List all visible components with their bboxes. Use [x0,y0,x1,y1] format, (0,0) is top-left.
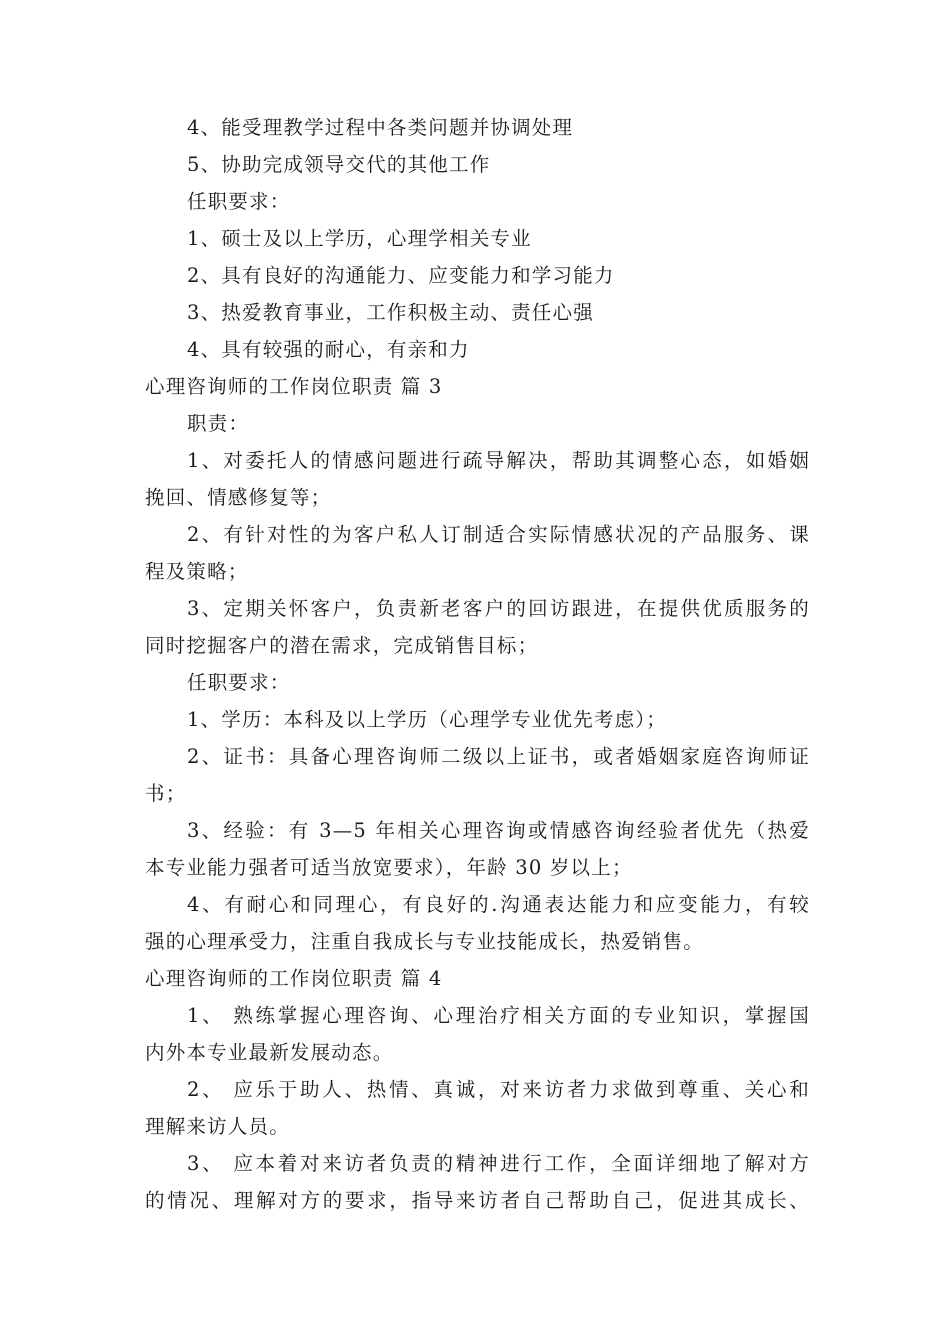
text-line: 的情况、理解对方的要求，指导来访者自己帮助自己，促进其成长、 [145,1189,810,1212]
text-line: 1、对委托人的情感问题进行疏导解决，帮助其调整心态，如婚姻 [187,449,810,472]
text-line: 3、 应本着对来访者负责的精神进行工作，全面详细地了解对方 [187,1152,810,1175]
text-line: 2、有针对性的为客户私人订制适合实际情感状况的产品服务、课 [187,523,810,546]
text-line: 3、经验：有 3—5 年相关心理咨询或情感咨询经验者优先（热爱 [187,819,810,842]
text-line: 本专业能力强者可适当放宽要求），年龄 30 岁以上； [145,856,633,879]
text-line: 2、 应乐于助人、热情、真诚，对来访者力求做到尊重、关心和 [187,1078,810,1101]
text-line: 1、 熟练掌握心理咨询、心理治疗相关方面的专业知识，掌握国 [187,1004,810,1027]
text-line: 3、定期关怀客户，负责新老客户的回访跟进，在提供优质服务的 [187,597,810,620]
text-line: 同时挖掘客户的潜在需求，完成销售目标； [145,634,539,657]
text-line: 4、具有较强的耐心，有亲和力 [187,338,470,361]
text-line: 程及策略； [145,560,249,583]
text-line: 理解来访人员。 [145,1115,290,1138]
text-line: 书； [145,782,187,805]
text-line: 职责： [187,412,250,435]
text-line: 4、有耐心和同理心，有良好的.沟通表达能力和应变能力，有较 [187,893,810,916]
text-line: 任职要求： [187,671,291,694]
section-heading: 心理咨询师的工作岗位职责 篇 3 [145,375,443,398]
text-line: 2、具有良好的沟通能力、应变能力和学习能力 [187,264,615,287]
text-line: 1、硕士及以上学历，心理学相关专业 [187,227,532,250]
text-line: 5、协助完成领导交代的其他工作 [187,153,491,176]
text-line: 3、热爱教育事业，工作积极主动、责任心强 [187,301,594,324]
text-line: 挽回、情感修复等； [145,486,332,509]
text-line: 内外本专业最新发展动态。 [145,1041,394,1064]
text-line: 强的心理承受力，注重自我成长与专业技能成长，热爱销售。 [145,930,704,953]
text-line: 1、学历：本科及以上学历（心理学专业优先考虑）； [187,708,667,731]
text-line: 2、证书：具备心理咨询师二级以上证书，或者婚姻家庭咨询师证 [187,745,810,768]
text-line: 4、能受理教学过程中各类问题并协调处理 [187,116,574,139]
section-heading: 心理咨询师的工作岗位职责 篇 4 [145,967,443,990]
text-line: 任职要求： [187,190,291,213]
